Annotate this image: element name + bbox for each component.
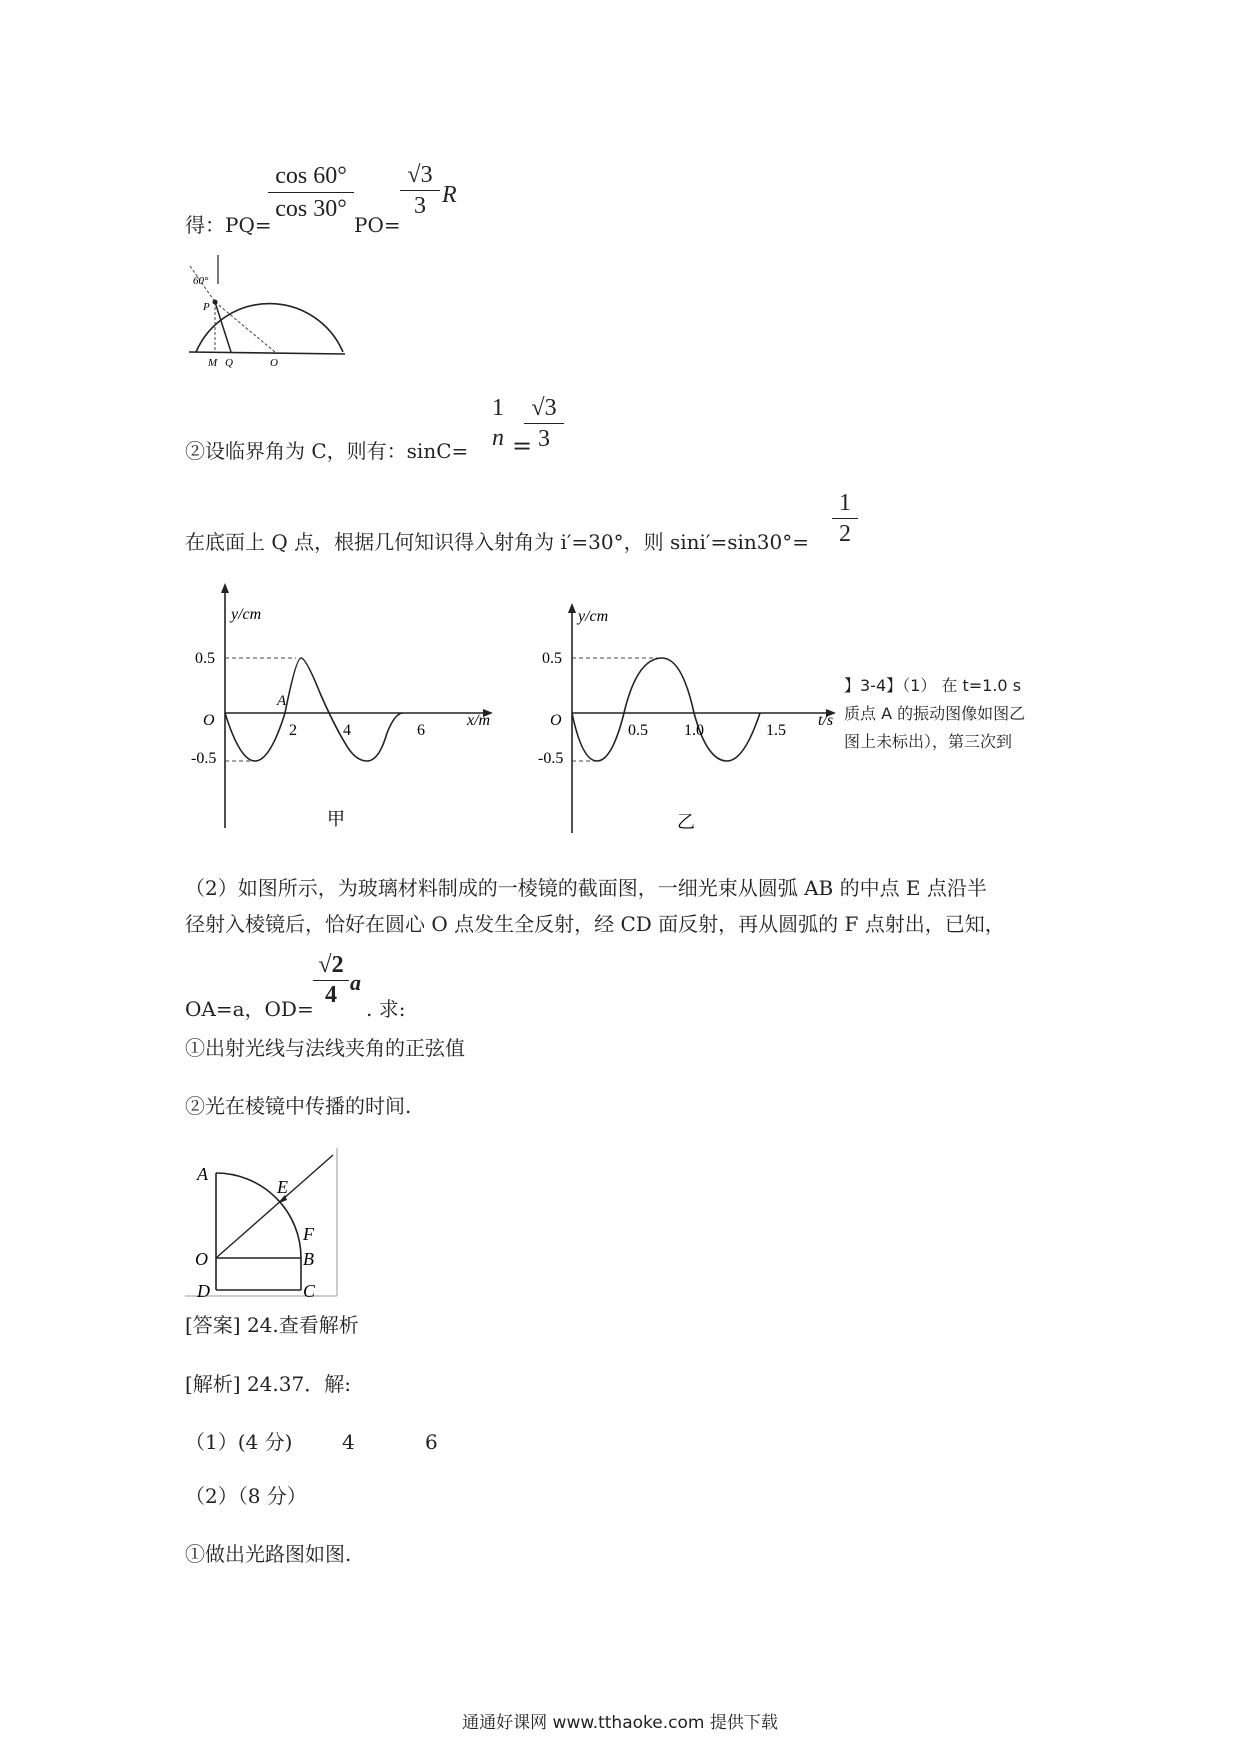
sub-question-1: ①出射光线与法线夹角的正弦值: [185, 1036, 465, 1060]
analysis-line: [解析] 24.37．解:: [185, 1372, 351, 1396]
label-o: O: [270, 357, 278, 368]
origin-label: O: [203, 712, 215, 729]
baseline: [189, 352, 345, 354]
caption: 甲: [327, 809, 345, 829]
clipped-text-line-1: 】3-4】（1） 在 t=1.0 s: [844, 676, 1022, 695]
part-1-value-2: 6: [425, 1430, 438, 1454]
y-axis-arrow: [221, 583, 229, 593]
fraction-cos: [268, 160, 354, 225]
part-2-label: （2）（8 分）: [185, 1484, 307, 1508]
equals-sign: =: [512, 432, 533, 460]
label-p: P: [203, 301, 210, 313]
figure-prism: [185, 1148, 340, 1298]
graph-vibration-time: [532, 603, 842, 843]
arc-ab: [216, 1173, 301, 1258]
fraction-1-over-2: [832, 488, 858, 549]
label-f: F: [303, 1224, 314, 1244]
y-axis-label: y/cm: [578, 608, 609, 625]
radius-symbol: R: [442, 182, 457, 208]
clipped-text-line-2: 质点 A 的振动图像如图乙: [844, 704, 1026, 723]
y-tick-positive: 0.5: [195, 650, 215, 667]
fraction-denominator: 4: [313, 980, 349, 1009]
label-e: E: [277, 1177, 288, 1197]
label-b: B: [303, 1249, 314, 1269]
point-p: [213, 300, 218, 305]
fraction-1-over-n: [484, 393, 512, 453]
question-2-line-2: 径射入棱镜后，恰好在圆心 O 点发生全反射，经 CD 面反射，再从圆弧的 F 点射出，已知，: [185, 912, 1005, 936]
wave-curve: [225, 658, 403, 761]
label-a: A: [197, 1164, 208, 1184]
given-oa-prefix: OA=a，OD=: [185, 997, 314, 1021]
eq-sini-text: 在底面上 Q 点，根据几何知识得入射角为 i′=30°，则 sini′=sin30°=: [185, 530, 809, 554]
origin-label: O: [550, 712, 562, 729]
fraction-root3-over-3: [524, 393, 564, 454]
step-1: ①做出光路图如图.: [185, 1542, 352, 1566]
y-tick-positive: 0.5: [542, 650, 562, 667]
fraction-denominator: n: [492, 425, 504, 451]
x-tick-0-5: 0.5: [628, 722, 648, 739]
y-axis-arrow: [568, 603, 576, 613]
caption: 乙: [677, 812, 695, 832]
part-1-label: （1）(4 分): [185, 1430, 293, 1454]
point-a-label: A: [277, 693, 287, 709]
fraction-denominator: 3: [524, 423, 564, 454]
x-axis-label: x/m: [467, 712, 491, 729]
refracted-ray: [215, 302, 231, 352]
x-tick-1-5: 1.5: [766, 722, 786, 739]
eq-pq-prefix: 得：PQ=: [185, 213, 272, 237]
eq-sinc-prefix: ②设临界角为 C，则有：sinC=: [185, 439, 469, 463]
fraction-denominator: 2: [832, 518, 858, 549]
graph-wave-position: [185, 583, 505, 833]
eq-po-label: PO=: [354, 213, 401, 237]
x-tick-1-0: 1.0: [684, 722, 704, 739]
angle-label: 60°: [193, 275, 209, 287]
fraction-denominator: cos 30°: [268, 192, 354, 225]
fraction-denominator: 3: [400, 190, 440, 221]
fraction-numerator: cos 60°: [275, 163, 347, 189]
po-line: [215, 302, 275, 352]
label-q: Q: [225, 357, 233, 368]
fraction-root3-over-3: [400, 160, 440, 221]
clipped-text-line-3: 图上未标出），第三次到: [844, 732, 1013, 751]
footer-credit: 通通好课网 www.tthaoke.com 提供下载: [462, 1713, 778, 1733]
light-ray: [216, 1155, 333, 1258]
x-tick-4: 4: [343, 722, 351, 739]
label-m: M: [208, 357, 218, 368]
fraction-numerator: √3: [407, 162, 433, 188]
fraction-numerator: √2: [318, 952, 344, 978]
sub-question-2: ②光在棱镜中传播的时间.: [185, 1094, 412, 1118]
fraction-numerator: 1: [492, 395, 504, 421]
label-o: O: [195, 1249, 208, 1269]
y-tick-negative: -0.5: [538, 750, 564, 767]
wave-curve: [572, 658, 760, 761]
fraction-numerator: 1: [839, 490, 851, 516]
x-tick-6: 6: [417, 722, 425, 739]
part-1-value-1: 4: [342, 1430, 355, 1454]
given-suffix: . 求:: [366, 997, 406, 1021]
x-tick-2: 2: [289, 722, 297, 739]
y-axis-label: y/cm: [231, 606, 262, 623]
y-tick-negative: -0.5: [191, 750, 217, 767]
label-c: C: [303, 1281, 316, 1298]
question-2-line-1: （2）如图所示，为玻璃材料制成的一棱镜的截面图，一细光束从圆弧 AB 的中点 E 点沿半: [185, 876, 987, 900]
fraction-root2-over-4: [313, 950, 349, 1009]
fraction-numerator: √3: [531, 395, 557, 421]
answer-line: [答案] 24.查看解析: [185, 1313, 359, 1337]
label-d: D: [197, 1281, 210, 1298]
variable-a: a: [350, 970, 361, 995]
figure-semicircle: [185, 250, 350, 368]
x-axis-label: t/s: [818, 712, 834, 729]
